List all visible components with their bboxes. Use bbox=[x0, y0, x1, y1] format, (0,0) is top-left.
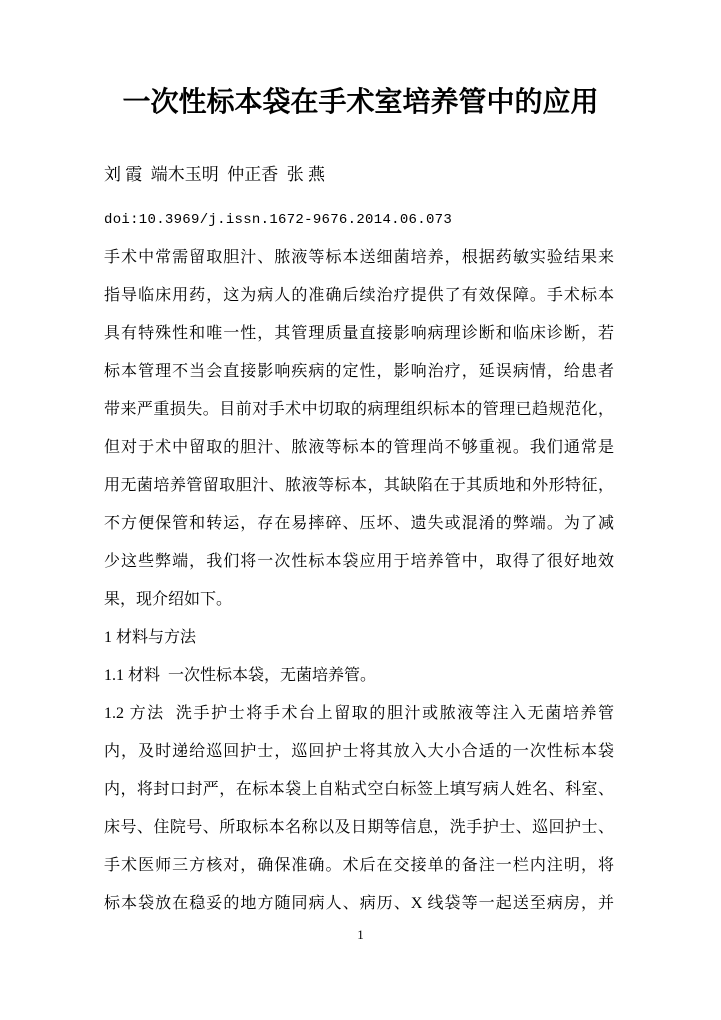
body-line: 手术医师三方核对，确保准确。术后在交接单的备注一栏内注明，将 bbox=[104, 857, 614, 874]
body-line: 标本管理不当会直接影响疾病的定性，影响治疗，延误病情，给患者 bbox=[104, 363, 614, 380]
body-line: 内，及时递给巡回护士，巡回护士将其放入大小合适的一次性标本袋 bbox=[104, 743, 614, 760]
body-line: 标本袋放在稳妥的地方随同病人、病历、X 线袋等一起送至病房，并 bbox=[104, 895, 614, 912]
article-body bbox=[104, 239, 614, 923]
body-line: 指导临床用药，这为病人的准确后续治疗提供了有效保障。手术标本 bbox=[104, 287, 614, 304]
body-line: 少这些弊端，我们将一次性标本袋应用于培养管中，取得了很好地效 bbox=[104, 553, 614, 570]
authors-line: 刘 霞 端木玉明 仲正香 张 燕 bbox=[104, 165, 325, 184]
body-line: 床号、住院号、所取标本名称以及日期等信息，洗手护士、巡回护士、 bbox=[104, 819, 614, 836]
doi-line: doi:10.3969/j.issn.1672-9676.2014.06.073 bbox=[104, 212, 453, 228]
body-line: 手术中常需留取胆汁、脓液等标本送细菌培养，根据药敏实验结果来 bbox=[104, 249, 614, 266]
body-line: 不方便保管和转运，存在易摔碎、压坏、遗失或混淆的弊端。为了减 bbox=[104, 515, 614, 532]
body-line: 内，将封口封严，在标本袋上自粘式空白标签上填写病人姓名、科室、 bbox=[104, 781, 614, 798]
body-line: 具有特殊性和唯一性，其管理质量直接影响病理诊断和临床诊断，若 bbox=[104, 325, 614, 342]
subsection-line: 1.2 方法 洗手护士将手术台上留取的胆汁或脓液等注入无菌培养管 bbox=[104, 705, 614, 722]
body-line: 但对于术中留取的胆汁、脓液等标本的管理尚不够重视。我们通常是 bbox=[104, 439, 614, 456]
page-title: 一次性标本袋在手术室培养管中的应用 bbox=[122, 87, 599, 118]
subsection-line: 1.1 材料 一次性标本袋，无菌培养管。 bbox=[104, 667, 377, 684]
body-line: 用无菌培养管留取胆汁、脓液等标本，其缺陷在于其质地和外形特征， bbox=[104, 477, 614, 494]
page-number: 1 bbox=[357, 927, 364, 942]
body-line: 果，现介绍如下。 bbox=[104, 591, 233, 608]
body-line: 带来严重损失。目前对手术中切取的病理组织标本的管理已趋规范化， bbox=[104, 401, 614, 418]
section-heading: 1 材料与方法 bbox=[104, 629, 197, 646]
